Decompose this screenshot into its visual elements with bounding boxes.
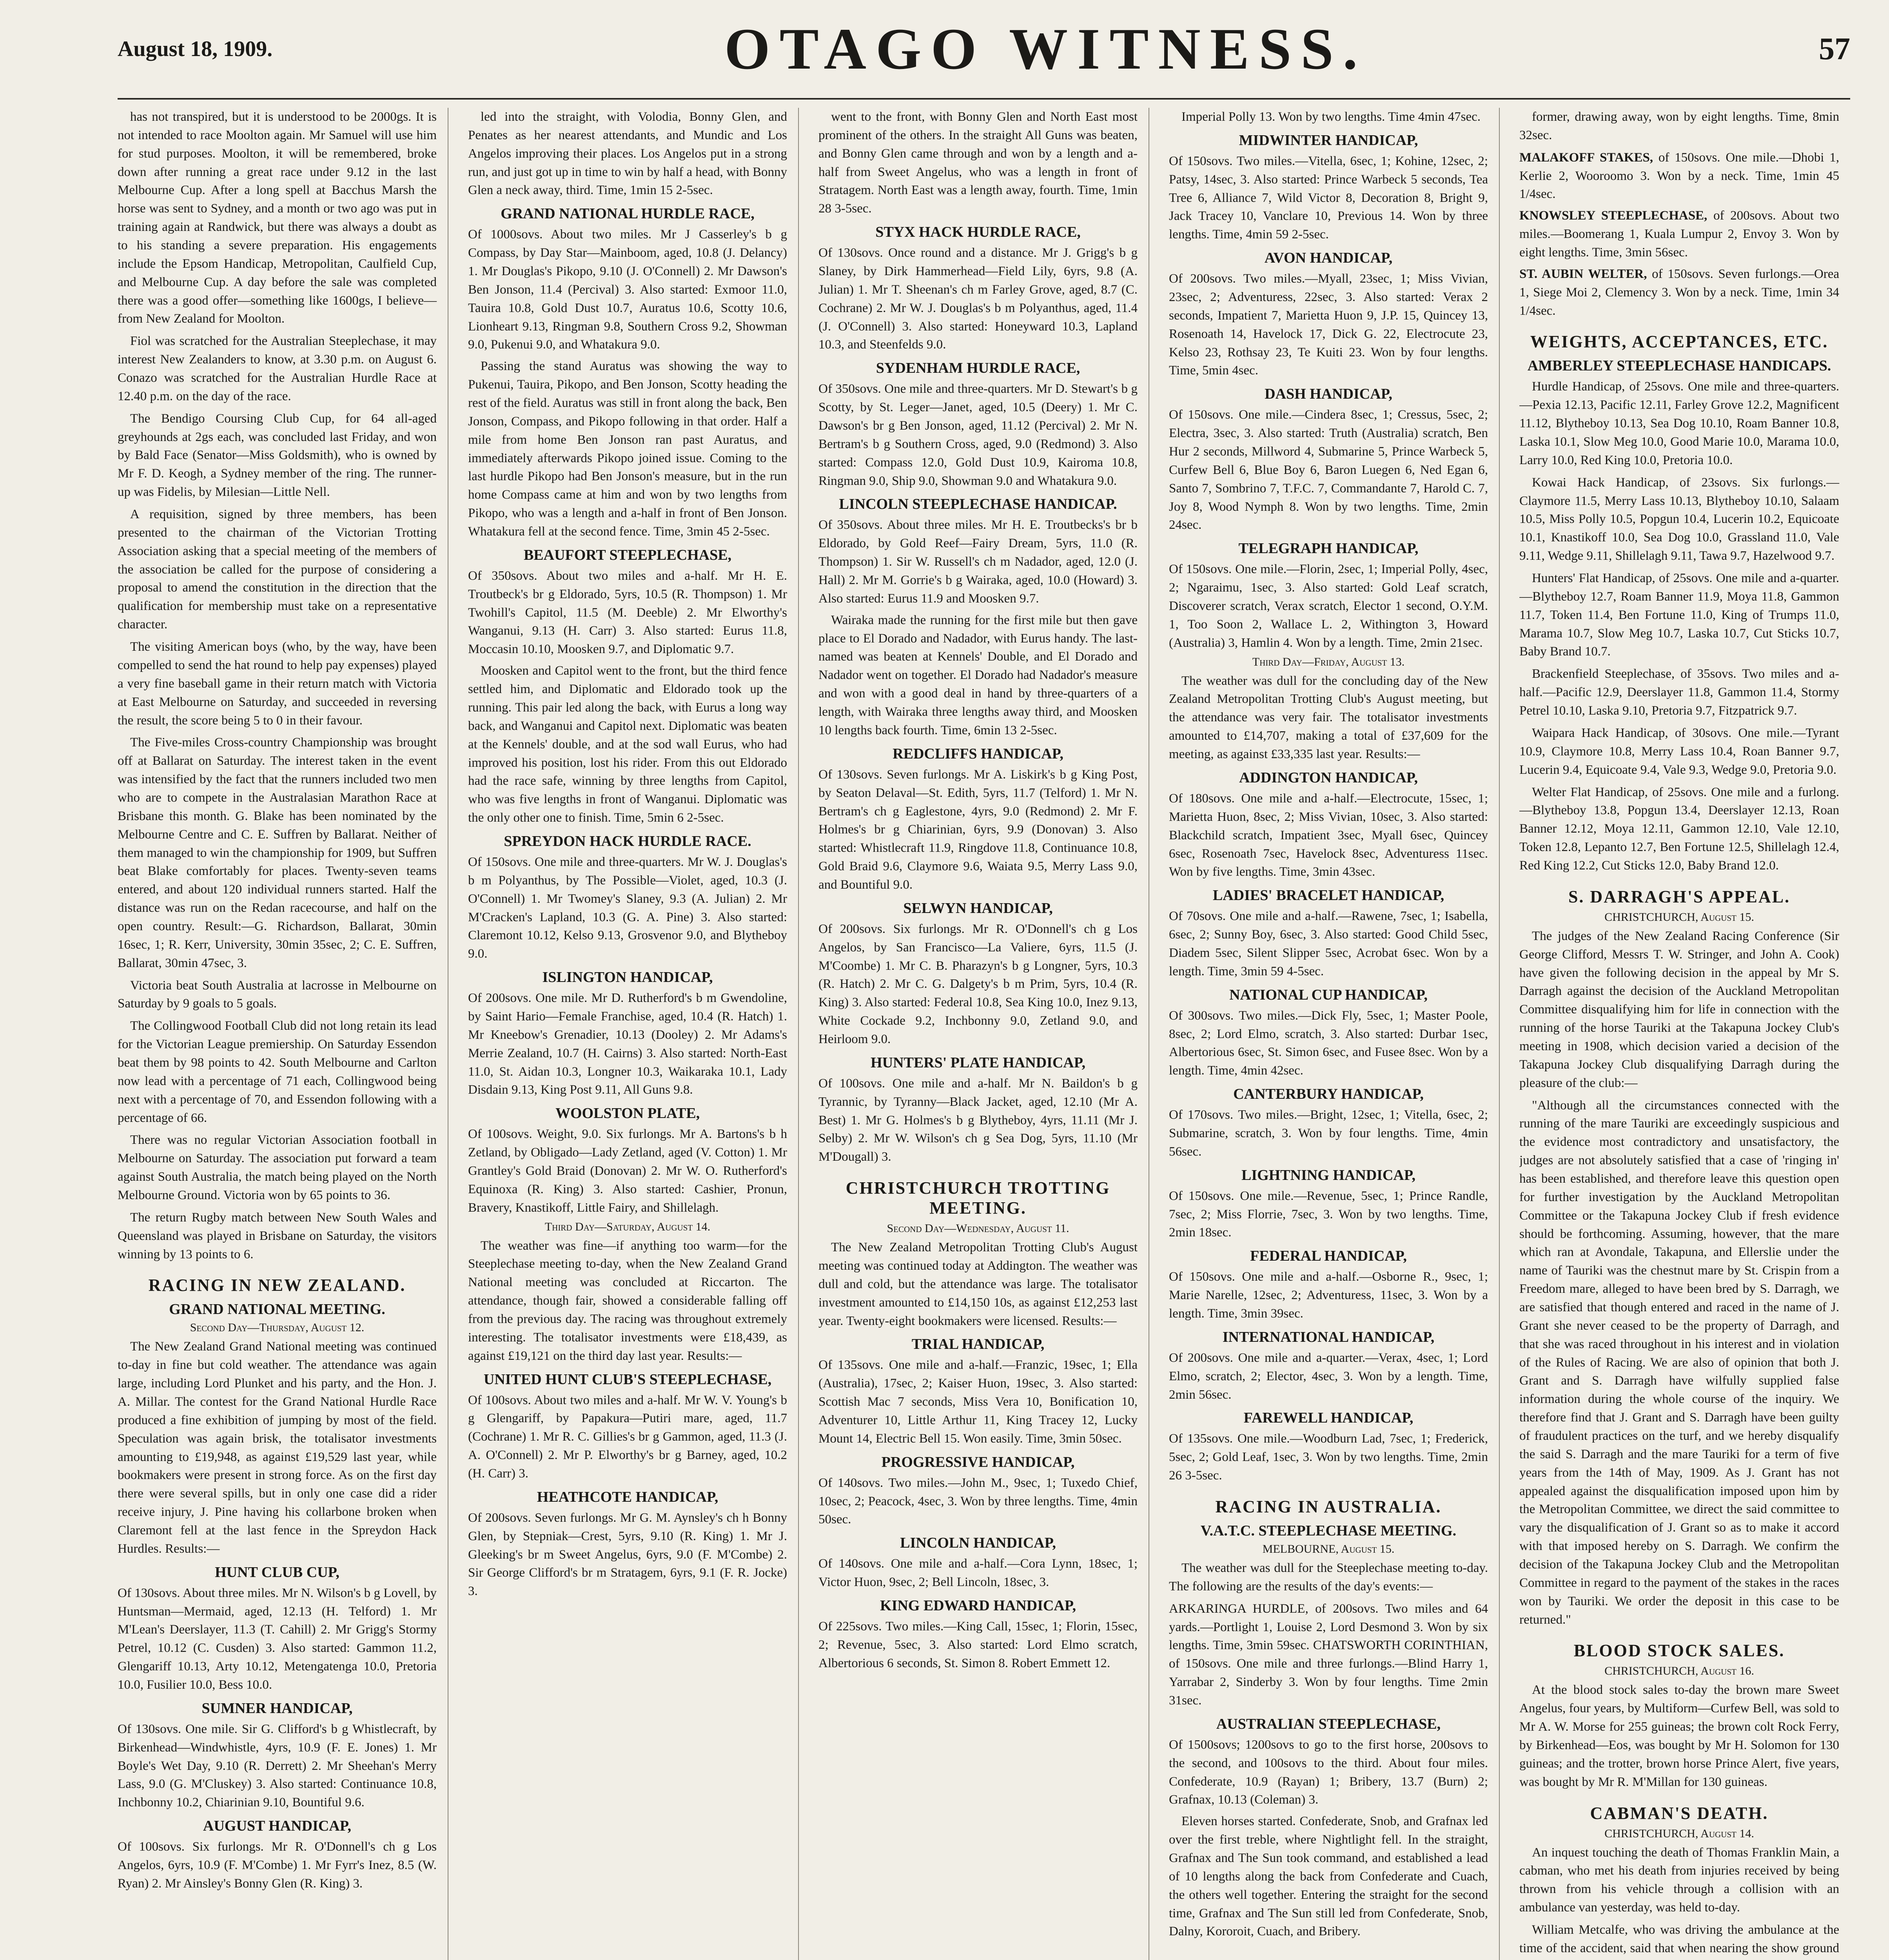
event-heading: AVON HANDICAP, (1264, 250, 1393, 267)
race-result (1169, 1349, 1488, 1404)
article-paragraph: Welter Flat Handicap, of 25sovs. One mile and a furlong.—Blytheboy 13.8, Popgun 13.4, Deerslayer 12.13, Roan Banner 12.12, Moya 12.11, Gammon 12.10, Vale 12.10, Token 12.8, Lepanto 12.7, Ben Fortune 12.5, Shillelagh 12.4, Red King 12.2, Cut Sticks 12.0, Baby Brand 12.0. (1519, 785, 1839, 873)
result-text: Of 150sovs. One mile.—Cindera 8sec, 1; Cressus, 5sec, 2; Electra, 3sec, 3. Also started: Truth (Australia) scratch, Ben Hur 2 seconds, Millword 4, Submarine 5, Prince Warbeck 5, Curfew Bell 6, Blue Boy 6, Baron Luegen 6, Ned Egan 6, Santo 7, Sombrino 7, T.F.C. 7, Commandante 7, Harold C. 7, Joy 8, Wood Nymph 8. Won by two lengths. Time, 2min 24sec. (1169, 408, 1488, 532)
page-number: 57 (1819, 31, 1850, 66)
article-paragraph: The weather was fine—if anything too warm—for the Steeplechase meeting to-day, when the New Zealand Grand National meeting was concluded at Riccarton. The attendance, though fair, showed a considerable falling off from the previous day. The racing was throughout extremely interesting. The totalisator investments were £18,439, as against £19,121 on the third day last year. Results:— (468, 1238, 787, 1363)
result-text: Of 200sovs. Seven furlongs. Mr G. M. Aynsley's ch h Bonny Glen, by Stepniak—Crest, 5yrs, 9.10 (R. King) 1. Mr J. Gleeking's br m Sweet Angelus, 6yrs, 9.0 (F. M'Combe) 2. Sir George Clifford's br m Stratagem, 6yrs, 9.1 (F. R. Jocke) 3. (468, 1510, 787, 1599)
race-result (468, 567, 787, 659)
result-text: Of 200sovs. Two miles.—Myall, 23sec, 1; Miss Vivian, 23sec, 2; Adventuress, 22sec, 3. Also started: Verax 2 seconds, Impatient 7, Marietta Huon 9, J.P. 15, Quincey 13, Rosenoath 14, Havelock 17, Dick G. 22, Electrocute 23, Kelso 23, Rothsay 23, Te Kuiti 23. Won by four lengths. Time, 5min 4sec. (1169, 272, 1488, 378)
race-result (1169, 789, 1488, 881)
result-text: Of 350sovs. About two miles and a-half. Mr H. E. Troutbeck's br g Eldorado, 5yrs, 10.5 (R. Thompson) 1. Mr Twohill's Capitol, 11.5 (M. Deeble) 2. Mr Elworthy's Wanganui, 9.13 (H. Carr) 3. Also started: Eurus 11.8, Moccasin 10.10, Moosken 9.7, and Diplomatic 9.7. (468, 568, 787, 657)
race-result (1169, 270, 1488, 380)
race-result (118, 1838, 437, 1893)
event-heading: V.A.T.C. STEEPLECHASE MEETING. (1200, 1522, 1457, 1539)
race-result (818, 1474, 1138, 1529)
article-paragraph: The New Zealand Metropolitan Trotting Club's August meeting was continued today at Addington. The weather was dull and cold, but the attendance was large. The totalisator investment amounted to £14,150 10s, as against £12,253 last year. Twenty-eight bookmakers were licensed. Results:— (818, 1240, 1138, 1328)
article-paragraph: Kowai Hack Handicap, of 23sovs. Six furlongs.—Claymore 11.5, Merry Lass 10.13, Blytheboy 10.10, Salaam 10.5, Miss Polly 10.5, Popgun 10.4, Lucerin 10.2, Equicoate 10.1, Knastikoff 10.0, Sea Dog 10.0, Grassland 11.0, Vale 9.11, Wedge 9.11, Shillelagh 9.11, Tawa 9.7, Hazelwood 9.7. (1519, 475, 1839, 563)
result-text: ARKARINGA HURDLE, of 200sovs. Two miles and 64 yards.—Portlight 1, Louise 2, Lord Desmond 3. Won by six lengths. Time, 3min 59sec. CHATSWORTH CORINTHIAN, of 150sovs. One mile and three furlongs.—Blind Harry 1, Yarrabar 2, Sinderby 3. Won by four lengths. Time 2min 31sec. (1169, 1601, 1488, 1708)
article-paragraph: The Collingwood Football Club did not long retain its lead for the Victorian League premiership. On Saturday Essendon beat them by 98 points to 42. South Melbourne and Carlton now lead with a percentage of 71 each, Collingwood being next with a percentage of 70, and Essendon following with a percentage of 66. (118, 1019, 437, 1125)
race-result (1519, 149, 1839, 204)
event-heading: BEAUFORT STEEPLECHASE, (523, 546, 732, 563)
result-text: Of 300sovs. Two miles.—Dick Fly, 5sec, 1; Master Poole, 8sec, 2; Lord Elmo, scratch, 3. Also started: Durbar 1sec, Albertorious 6sec, St. Simon 6sec, and Fusee 8sec. Won by a length. Time, 4min 42sec. (1169, 1008, 1488, 1078)
columns (118, 108, 1850, 1960)
result-text: Of 200sovs. One mile and a-quarter.—Verax, 4sec, 1; Lord Elmo, scratch, 2; Elector, 4sec, 3. Won by a length. Time, 2min 56sec. (1169, 1350, 1488, 1402)
result-text: Of 150sovs. One mile.—Revenue, 5sec, 1; Prince Randle, 7sec, 2; Miss Florrie, 7sec, 3. Won by two lengths. Time, 2min 18sec. (1169, 1189, 1488, 1240)
event-heading: ISLINGTON HANDICAP, (542, 969, 713, 986)
race-result (1519, 207, 1839, 262)
event-title: KNOWSLEY STEEPLECHASE, (1519, 209, 1708, 223)
article-paragraph: There was no regular Victorian Association football in Melbourne on Saturday. The association put forward a team against South Australia, the match being played on the North Melbourne Ground. Victoria won by 65 points to 36. (118, 1133, 437, 1202)
result-text: Of 1500sovs; 1200sovs to go to the first horse, 200sovs to the second, and 100sovs to the third. About four miles. Confederate, 10.9 (Rayan) 1; Bribery, 13.7 (Burn) 2; Grafnax, 10.13 (Coleman) 3. (1169, 1737, 1488, 1807)
dateline: CHRISTCHURCH, August 16. (1604, 1664, 1754, 1678)
issue-date: August 18, 1909. (118, 37, 273, 61)
race-result (818, 244, 1138, 354)
section-heading: CABMAN'S DEATH. (1590, 1803, 1769, 1823)
event-heading: FEDERAL HANDICAP, (1250, 1248, 1407, 1265)
newspaper-title: OTAGO WITNESS. (724, 16, 1367, 82)
event-heading: AUGUST HANDICAP, (203, 1818, 351, 1835)
race-result (1169, 1007, 1488, 1080)
race-result (1519, 265, 1839, 320)
race-result (1169, 907, 1488, 980)
event-heading: CANTERBURY HANDICAP, (1233, 1086, 1424, 1103)
result-text: Of 350sovs. About three miles. Mr H. E. Troutbecks's br b Eldorado, by Gold Reef—Fairy Dream, 5yrs, 11.0 (R. Thompson) 1. Sir W. Russell's ch m Nadador, aged, 12.0 (J. Hall) 2. Mr M. Gorrie's b g Wairaka, aged, 10.0 (Howard) 3. Also started: Eurus 11.9 and Moosken 9.7. (818, 518, 1138, 606)
race-result (818, 1356, 1138, 1448)
result-text: Of 150sovs. Two miles.—Vitella, 6sec, 1; Kohine, 12sec, 2; Patsy, 14sec, 3. Also started: Prince Warbeck 5 seconds, Tea Tree 6, Alliance 7, Wild Victor 8, Decoration 8, Bright 9, Jack Tracey 10, Vanclare 10, Previous 14. Won by three lengths. Time, 4min 59 2-5sec. (1169, 154, 1488, 242)
dateline: Third Day—Saturday, August 14. (544, 1220, 711, 1233)
race-result (468, 225, 787, 354)
article-paragraph: Moosken and Capitol went to the front, but the third fence settled him, and Diplomatic and Eldorado took up the running. This pair led along the back, with Eurus a long way back, and Wanganui and Capitol next. Diplomatic was beaten at the Kennels' double, and at the sod wall Eurus, who had improved his position, lost his rider. From this out Eldorado had the race safe, winning by three lengths from Capitol, who was five lengths in front of Wanganui. Diplomatic was the only other one to finish. Time, 5min 6 2-5sec. (468, 664, 787, 825)
event-heading: SPREYDON HACK HURDLE RACE. (504, 833, 751, 849)
race-result (468, 1125, 787, 1217)
dateline: Third Day—Friday, August 13. (1252, 655, 1405, 668)
result-text: Of 130sovs. One mile. Sir G. Clifford's b g Whistlecraft, by Birkenhead—Windwhistle, 4yrs, 10.9 (F. E. Jones) 1. Mr Boyle's Wet Day, 9.10 (R. Derrett) 2. Mr Sheehan's Merry Lass, 9.0 (G. M'Cluskey) 3. Also started: Continuance 10.8, Inchbonny 10.2, Chiarinian 9.10, Bountiful 9.6. (118, 1722, 437, 1810)
result-text: Of 135sovs. One mile and a-half.—Franzic, 19sec, 1; Ella (Australia), 17sec, 2; Kaiser Huon, 19sec, 3. Also started: Scottish Mac 7 seconds, Miss Vera 10, Bonification 10, Adventurer 10, Little Arthur 11, King Tracey 12, Lucky Mount 14, Electric Bell 15. Won easily. Time, 3min 50sec. (818, 1358, 1138, 1446)
result-text: Of 200sovs. Six furlongs. Mr R. O'Donnell's ch g Los Angelos, by San Francisco—La Valiere, 6yrs, 11.5 (J. M'Coombe) 1. Mr C. B. Pharazyn's b g Longner, 5yrs, 10.3 (R. Hatch) 2. Mr C. G. Dalgety's b m Prim, 5yrs, 10.4 (R. King) 3. Also started: Federal 10.8, Sea King 10.0, Inez 9.13, White Cockade 9.2, Inchbonny 9.0, Zetland 9.0, and Heirloom 9.0. (818, 922, 1138, 1046)
article-paragraph: The weather was dull for the Steeplechase meeting to-day. The following are the results of the day's events:— (1169, 1561, 1488, 1593)
result-text: Of 170sovs. Two miles.—Bright, 12sec, 1; Vitella, 6sec, 2; Submarine, scratch, 3. Won by four lengths. Time, 4min 56sec. (1169, 1108, 1488, 1159)
event-title: ST. AUBIN WELTER, (1519, 267, 1647, 281)
result-text: Of 1000sovs. About two miles. Mr J Casserley's b g Compass, by Day Star—Mainboom, aged, 10.8 (J. Delancy) 1. Mr Douglas's Pikopo, 9.10 (J. O'Connell) 2. Mr Dawson's Ben Jonson, 11.4 (Percival) 3. Also started: Exmoor 11.0, Tauira 10.8, Gold Dust 10.7, Auratus 10.6, Scotty 10.6, Lionheart 9.13, Ringman 9.8, Southern Cross 9.2, Showman 9.0, Pukenui 9.0, and Whatakura 9.0. (468, 227, 787, 352)
event-heading: HEATHCOTE HANDICAP, (537, 1488, 719, 1505)
event-heading: ADDINGTON HANDICAP, (1239, 769, 1418, 786)
article-paragraph: Waipara Hack Handicap, of 30sovs. One mile.—Tyrant 10.9, Claymore 10.8, Merry Lass 10.4, Roan Banner 9.7, Lucerin 9.4, Equicoate 9.4, Vale 9.3, Wedge 9.0, Pretoria 9.0. (1519, 726, 1839, 777)
result-text: Of 140sovs. One mile and a-half.—Cora Lynn, 18sec, 1; Victor Huon, 9sec, 2; Bell Lincoln, 18sec, 3. (818, 1557, 1138, 1590)
event-heading: UNITED HUNT CLUB'S STEEPLECHASE, (483, 1371, 772, 1388)
race-result (468, 989, 787, 1099)
result-text: Of 100sovs. One mile and a-half. Mr N. Baildon's b g Tyrannic, by Tyranny—Black Jacket, aged, 12.10 (Mr A. Best) 1. Mr G. Holmes's b g Blytheboy, 4yrs, 11.11 (Mr J. Selby) 2. Mr W. Wilson's ch g Sea Dog, 5yrs, 11.10 (Mr M'Dougall) 3. (818, 1076, 1138, 1164)
result-text: Of 140sovs. Two miles.—John M., 9sec, 1; Tuxedo Chief, 10sec, 2; Peacock, 4sec, 3. Won by three lengths. Time, 4min 50sec. (818, 1475, 1138, 1527)
result-text: Of 150sovs. One mile.—Florin, 2sec, 1; Imperial Polly, 4sec, 2; Ngaraimu, 1sec, 3. Also started: Gold Leaf scratch, Discoverer scratch, Verax scratch, Elector 1 second, O.Y.M. 1, Too Soon 2, Wallace L. 2, Withington 3, Howard (Australia) 3, Hamlin 4. Won by a length. Time, 2min 21sec. (1169, 562, 1488, 650)
event-heading: LINCOLN HANDICAP, (900, 1535, 1056, 1552)
dateline: Second Day—Thursday, August 12. (190, 1321, 365, 1334)
section-heading: RACING IN NEW ZEALAND. (148, 1276, 406, 1295)
article-paragraph: Wairaka made the running for the first mile but then gave place to El Dorado and Nadador, with Eurus handy. The last-named was beaten at Kennels' Double, and El Dorado and Nadador went on together. El Dorado had Nadador's measure and won with a good deal in hand by three-quarters of a length, with Wairaka three lengths away third, and Moosken 10 lengths back fourth. Time, 6min 13 2-5sec. (818, 613, 1138, 737)
column-2 (468, 108, 799, 1960)
result-text: Of 225sovs. Two miles.—King Call, 15sec, 1; Florin, 15sec, 2; Revenue, 5sec, 3. Also started: Lord Elmo scratch, Albertorious 6 seconds, St. Simon 8. Robert Emmett 12. (818, 1619, 1138, 1670)
section-heading: CHRISTCHURCH TROTTING MEETING. (846, 1178, 1111, 1218)
event-heading: REDCLIFFS HANDICAP, (893, 745, 1063, 762)
article-paragraph: former, drawing away, won by eight lengths. Time, 8min 32sec. (1519, 110, 1839, 142)
race-result (818, 516, 1138, 608)
race-result (818, 380, 1138, 490)
article-paragraph: Imperial Polly 13. Won by two lengths. Time 4min 47sec. (1181, 110, 1481, 124)
event-title: MALAKOFF STAKES, (1519, 150, 1653, 165)
event-heading: SUMNER HANDICAP, (201, 1700, 353, 1717)
event-heading: GRAND NATIONAL MEETING. (169, 1301, 385, 1318)
event-heading: LINCOLN STEEPLECHASE HANDICAP. (839, 496, 1117, 513)
event-heading: TELEGRAPH HANDICAP, (1238, 540, 1419, 557)
article-paragraph: went to the front, with Bonny Glen and North East most prominent of the others. In the straight All Guns was beaten, and Bonny Glen came through and won by a length and a-half from Sweet Angelus, who was a length in front of Stratagem. North East was a length away, fourth. Time, 1min 28 3-5sec. (818, 110, 1138, 216)
event-heading: NATIONAL CUP HANDICAP, (1229, 986, 1428, 1003)
race-result (118, 1720, 437, 1812)
article-paragraph: Fiol was scratched for the Australian Steeplechase, it may interest New Zealanders to know, at 3.30 p.m. on August 6. Conazo was scratched for the Australian Hurdle Race at 12.40 p.m. on the day of the race. (118, 334, 437, 403)
race-result (468, 1391, 787, 1483)
event-heading: LADIES' BRACELET HANDICAP, (1212, 887, 1444, 904)
article-paragraph: The Bendigo Coursing Club Cup, for 64 all-aged greyhounds at 2gs each, was concluded last Friday, and won by Bald Face (Senator—Miss Goldsmith), who is owned by Mr F. D. Keogh, a Sydney member of the ring. The runner-up was Fidelis, by Milesian—Little Nell. (118, 411, 437, 499)
article-paragraph: Hurdle Handicap, of 25sovs. One mile and three-quarters.—Pexia 12.13, Pacific 12.11, Farley Grove 12.2, Magnificent 11.12, Blytheboy 10.13, Sea Dog 10.10, Roam Banner 10.8, Laska 10.1, Slow Meg 10.0, Good Marie 10.0, Marama 10.0, Larry 10.0, Red King 10.0, Pretoria 10.0. (1519, 379, 1839, 467)
article-paragraph: A requisition, signed by three members, has been presented to the chairman of the Victorian Trotting Association asking that a special meeting of the members of the association be called for the purpose of considering a proposal to amend the constitution in the direction that the qualification for membership must take on a representative character. (118, 507, 437, 632)
result-text: Of 100sovs. Weight, 9.0. Six furlongs. Mr A. Bartons's b h Zetland, by Obligado—Lady Zetland, aged (V. Cotton) 1. Mr Grantley's Gold Braid (Donovan) 2. Mr W. O. Rutherford's Equinoxa (R. King) 3. Also started: Cashier, Pronun, Bravery, Knastikoff, Little Fairy, and Shillelagh. (468, 1127, 787, 1215)
race-result (1169, 1430, 1488, 1485)
dateline: CHRISTCHURCH, August 15. (1604, 910, 1754, 924)
result-text: Of 150sovs. One mile and a-half.—Osborne R., 9sec, 1; Marie Narelle, 12sec, 2; Adventuress, 11sec, 3. Won by a length. Time, 3min 39sec. (1169, 1270, 1488, 1321)
event-heading: FAREWELL HANDICAP, (1243, 1410, 1414, 1426)
event-heading: SELWYN HANDICAP, (903, 900, 1053, 916)
result-text: of 150sovs. Seven furlongs.—Orea 1, Siege Moi 2, Clemency 3. Won by a neck. Time, 1min 34 1/4sec. (1519, 267, 1839, 318)
race-result (1169, 1600, 1488, 1710)
article-paragraph: The judges of the New Zealand Racing Conference (Sir George Clifford, Messrs T. W. Stringer, and John A. Cook) have given the following decision in the appeal by Mr S. Darragh against the decision of the Auckland Metropolitan Committee disqualifying him for life in connection with the running of the horse Tauriki at the Takapuna Jockey Club's meeting in 1908, which decision varied a decision of the Takapuna Jockey Club disqualifying Darragh during the pleasure of the club:— (1519, 929, 1839, 1090)
event-heading: PROGRESSIVE HANDICAP, (881, 1454, 1075, 1470)
column-4 (1169, 108, 1500, 1960)
race-result (468, 853, 787, 963)
column-5 (1519, 108, 1850, 1960)
section-heading: RACING IN AUSTRALIA. (1215, 1497, 1442, 1516)
race-result (818, 1617, 1138, 1673)
dateline: Second Day—Wednesday, August 11. (887, 1222, 1069, 1235)
race-result (818, 1074, 1138, 1166)
race-result (1169, 1268, 1488, 1323)
article-paragraph: led into the straight, with Volodia, Bonny Glen, and Penates as her nearest attendants, and Mundic and Los Angelos improving their places. Los Angelos put in a strong run, and just got up in time to win by half a head, with Bonny Glen a neck away, third. Time, 1min 15 2-5sec. (468, 110, 787, 198)
article-paragraph: The weather was dull for the concluding day of the New Zealand Metropolitan Trotting Club's August meeting, but the attendance was very fair. The totalisator investments amounted to £14,707, making a total of £37,609 for the meeting, as against £33,335 last year. Results:— (1169, 673, 1488, 762)
result-text: Of 130sovs. About three miles. Mr N. Wilson's b g Lovell, by Huntsman—Mermaid, aged, 12.13 (H. Telford) 1. Mr M'Lean's Deerslayer, 11.3 (T. Cahill) 2. Mr Grigg's Stormy Petrel, 10.12 (C. Cusden) 3. Also started: Gammon 11.2, Glengariff 10.13, Arty 10.12, Metengatenga 10.0, Pretoria 10.0, Fusilier 10.0, Bess 10.0. (118, 1586, 437, 1692)
event-heading: SYDENHAM HURDLE RACE, (876, 360, 1080, 377)
result-text: Of 135sovs. One mile.—Woodburn Lad, 7sec, 1; Frederick, 5sec, 2; Gold Leaf, 1sec, 3. Won by two lengths. Time, 2min 26 3-5sec. (1169, 1432, 1488, 1483)
race-result (118, 1584, 437, 1694)
result-text: Of 200sovs. One mile. Mr D. Rutherford's b m Gwendoline, by Saint Hario—Female Franchise, aged, 10.4 (R. Hatch) 1. Mr Kneebow's Grenadier, 10.13 (Dooley) 2. Mr Adams's Merrie Zealand, 10.7 (H. Cairns) 3. Also started: North-East 11.0, St. Aidan 10.3, Longner 10.3, Waikaraka 10.1, Lady Disdain 9.13, King Post 9.11, All Guns 9.8. (468, 991, 787, 1097)
result-text: of 150sovs. One mile.—Dhobi 1, Kerlie 2, Wooroomo 3. Won by a neck. Time, 1min 45 1/4sec. (1519, 150, 1839, 201)
section-heading: WEIGHTS, ACCEPTANCES, ETC. (1530, 332, 1829, 352)
event-heading: LIGHTNING HANDICAP, (1241, 1167, 1416, 1183)
article-paragraph: An inquest touching the death of Thomas Franklin Main, a cabman, who met his death from injuries received by being thrown from his vehicle through a collision with an ambulance van yesterday, was held to-day. (1519, 1845, 1839, 1915)
article-paragraph: Hunters' Flat Handicap, of 25sovs. One mile and a-quarter.—Blytheboy 12.7, Roam Banner 11.9, Moya 11.8, Gammon 11.7, Token 11.4, Ben Fortune 11.0, King of Trumps 11.0, Marama 10.7, Slow Meg 10.7, Laska 10.7, Cut Sticks 10.7, Baby Brand 10.7. (1519, 571, 1839, 659)
article-paragraph: The visiting American boys (who, by the way, have been compelled to send the hat round to help pay expenses) played a very fine baseball game in their return match with Victoria at East Melbourne on Saturday, and succeeded in reversing the result, the score being 5 to 0 in their favour. (118, 640, 437, 728)
dateline: MELBOURNE, August 15. (1262, 1542, 1395, 1555)
column-3 (818, 108, 1149, 1960)
event-heading: HUNTERS' PLATE HANDICAP, (871, 1054, 1085, 1071)
event-heading: MIDWINTER HANDICAP, (1239, 132, 1418, 149)
result-text: Of 70sovs. One mile and a-half.—Rawene, 7sec, 1; Isabella, 6sec, 2; Sunny Boy, 6sec, 3. Also started: Good Child 5sec, Diadem 5sec, Silent Slipper 5sec, Acrobat 6sec. Won by a length. Time, 3min 59 4-5sec. (1169, 909, 1488, 978)
event-heading: KING EDWARD HANDICAP, (880, 1597, 1076, 1614)
race-result (818, 920, 1138, 1049)
event-heading: HUNT CLUB CUP, (215, 1564, 339, 1581)
section-heading: BLOOD STOCK SALES. (1573, 1641, 1785, 1661)
article-paragraph: The return Rugby match between New South Wales and Queensland was played in Brisbane on Saturday, the visitors winning by 13 points to 6. (118, 1210, 437, 1261)
column-1 (118, 108, 448, 1960)
event-heading: GRAND NATIONAL HURDLE RACE, (501, 205, 755, 222)
event-heading: STYX HACK HURDLE RACE, (875, 224, 1081, 241)
result-text: of 200sovs. About two miles.—Boomerang 1, Kuala Lumpur 2, Envoy 3. Won by eight lengths. Time, 3min 56sec. (1519, 209, 1839, 260)
article-paragraph: The Five-miles Cross-country Championship was brought off at Ballarat on Saturday. The interest taken in the event was intensified by the fact that the runners included two men who are to compete in the Australasian Marathon Race at Brisbane this month. G. Blake has been nominated by the Melbourne Centre and C. E. Suffren by Ballarat. Neither of them managed to win the championship for 1909, but Suffren beat Blake comfortably for places. Twenty-seven teams entered, and about 120 individual runners started. Half the distance was run on the Redan racecourse, and half on the open country. Result:—G. Richardson, Ballarat, 30min 16sec, 1; R. Kerr, University, 30min 35sec, 2; C. E. Suffren, Ballarat, 30min 47sec, 3. (118, 735, 437, 970)
result-text: Of 180sovs. One mile and a-half.—Electrocute, 15sec, 1; Marietta Huon, 8sec, 2; Miss Vivian, 10sec, 3. Also started: Blackchild scratch, Impatient 3sec, Myall 6sec, Quincey 6sec, Rosenoath 7sec, Havelock 8sec, Adventuress 11sec. Won by five lengths. Time, 3min 43sec. (1169, 791, 1488, 879)
race-result (1169, 560, 1488, 652)
race-result (1169, 1187, 1488, 1242)
race-result (818, 766, 1138, 894)
article-paragraph: At the blood stock sales to-day the brown mare Sweet Angelus, four years, by Multiform—Curfew Bell, was sold to Mr A. W. Morse for 255 guineas; the brown colt Rock Ferry, by Birkenhead—Eos, was bought by Mr H. Solomon for 130 guineas; and the trotter, brown horse Prince Alert, five years, was bought by Mr R. M'Millan for 130 guineas. (1519, 1683, 1839, 1789)
article-paragraph: William Metcalfe, who was driving the ambulance at the time of the accident, said that when nearing the show ground (1519, 1923, 1839, 1955)
event-heading: WOOLSTON PLATE, (555, 1105, 700, 1122)
result-text: Of 130sovs. Seven furlongs. Mr A. Liskirk's b g King Post, by Seaton Delaval—St. Edith, 5yrs, 11.7 (Telford) 1. Mr N. Bertram's ch g Eaglestone, 4yrs, 9.0 (Redmond) 2. Mr F. Holmes's br g Chiarinian, 6yrs, 9.9 (Donovan) 3. Also started: Whistlecraft 11.9, Ringdove 11.8, Continuance 10.8, Gold Braid 9.6, Claymore 9.6, Waiata 9.5, Merry Lass 9.0, and Bountiful 9.0. (818, 767, 1138, 892)
result-text: Of 100sovs. About two miles and a-half. Mr W. V. Young's b g Glengariff, by Papakura—Putiri mare, aged, 11.7 (Cochrane) 1. Mr R. C. Gillies's br g Gammon, aged, 11.3 (J. A. O'Connell) 2. Mr P. Elworthy's br g Barney, aged, 10.2 (H. Carr) 3. (468, 1393, 787, 1481)
result-text: Of 350sovs. One mile and three-quarters. Mr D. Stewart's b g Scotty, by St. Leger—Janet, aged, 10.5 (Deery) 1. Mr C. Dawson's br g Ben Jonson, aged, 11.12 (Percival) 2. Mr N. Bertram's b g Southern Cross, aged, 9.0 (Redmond) 3. Also started: Compass 12.0, Gold Dust 10.9, Kairoma 10.8, Ringman 9.0, Ship 9.0, Showman 9.0 and Whatakura 9.0. (818, 382, 1138, 488)
race-result (468, 1509, 787, 1601)
article-paragraph: Brackenfield Steeplechase, of 35sovs. Two miles and a-half.—Pacific 12.9, Deerslayer 11.8, Gammon 11.4, Stormy Petrel 10.10, Laska 9.10, Pretoria 9.7, Fitzpatrick 9.7. (1519, 667, 1839, 718)
article-paragraph: The New Zealand Grand National meeting was continued to-day in fine but cold weather. The attendance was again large, including Lord Plunket and his party, and the Hon. J. A. Millar. The contest for the Grand National Hurdle Race produced a fine exhibition of jumping by most of the field. Speculation was again brisk, the totalisator investments amounting to £19,948, as against £19,529 last year, while bookmakers were present in strong force. As on the first day there were several spills, but in only one case did a rider receive injury, J. Pine having his collarbone broken when Claremont fell at the last fence in the Spreydon Hack Hurdles. Results:— (118, 1339, 437, 1556)
result-text: Of 100sovs. Six furlongs. Mr R. O'Donnell's ch g Los Angelos, 6yrs, 10.9 (F. M'Combe) 1. Mr Fyrr's Inez, 8.5 (W. Ryan) 2. Mr Ainsley's Bonny Glen (R. King) 3. (118, 1840, 437, 1891)
result-text: Of 130sovs. Once round and a distance. Mr J. Grigg's b g Slaney, by Dirk Hammerhead—Field Lily, 6yrs, 9.8 (A. Julian) 1. Mr T. Sheenan's ch m Farley Grove, aged, 8.7 (C. Cochrane) 2. Mr W. J. Douglas's b m Polyanthus, aged, 11.4 (J. O'Connell) 3. Also started: Honeyward 10.3, Lapland 10.3, and Steenfelds 9.0. (818, 246, 1138, 352)
article-paragraph: Victoria beat South Australia at lacrosse in Melbourne on Saturday by 9 goals to 5 goals. (118, 978, 437, 1011)
event-heading: AMBERLEY STEEPLECHASE HANDICAPS. (1527, 358, 1831, 374)
event-heading: INTERNATIONAL HANDICAP, (1222, 1328, 1435, 1345)
result-text: Of 150sovs. One mile and three-quarters. Mr W. J. Douglas's b m Polyanthus, by The Possible—Violet, aged, 10.3 (J. O'Connell) 1. Mr Twomey's Slaney, 9.3 (A. Julian) 2. Mr M'Cracken's Lapland, 10.3 (G. A. Pine) 3. Also started: Claremont 10.12, Kelso 9.13, Grosvenor 9.0, and Blytheboy 9.0. (468, 855, 787, 961)
event-heading: DASH HANDICAP, (1265, 386, 1392, 403)
race-result (1169, 406, 1488, 534)
article-paragraph: "Although all the circumstances connected with the running of the mare Tauriki are exceedingly suspicious and the evidence most contradictory and unsatisfactory, the judges are not absolutely satisfied that a case of 'ringing in' has been established, and therefore leave this question open for further investigation by the Auckland Metropolitan Committee or the Takapuna Jockey Club if fresh evidence should be forthcoming. Assuming, however, that the mare which ran at Avondale, Takapuna, and Ellerslie under the name of Tauriki was the chestnut mare by St. Crispin from a Freedom mare, alleged to have been bred by S. Darragh, we are satisfied that though entered and raced in the name of J. Grant she never ceased to be the property of Darragh, and that she was raced throughout in his interest and in violation of the Rules of Racing. We are also of opinion that both J. Grant and S. Darragh have wilfully supplied false information during the whole course of the inquiry. We therefore find that J. Grant and S. Darragh have been guilty of fraudulent practices on the turf, and we hereby disqualify the said S. Darragh and the mare Tauriki for a term of five years from the 14th of May, 1909. As J. Grant has not appealed against the disqualification imposed upon him by the Metropolitan Committee, we direct the said committee to vary the disqualification of J. Grant so as to make it accord with that imposed hereby on S. Darragh. We confirm the decision of the Takapuna Jockey Club and the Metropolitan Committee in regard to the payment of the stakes in the races won by Tauriki. We order the deposit in this case to be returned." (1519, 1098, 1839, 1627)
article-paragraph: Passing the stand Auratus was showing the way to Pukenui, Tauira, Pikopo, and Ben Jonson, Scotty heading the rest of the field. Auratus was still in front along the back, Ben Jonson, Compass, and Pikopo following in that order. Half a mile from home Ben Jonson ran past Auratus, and immediately afterwards Pikopo joined issue. Coming to the last hurdle Pikopo had Ben Jonson's measure, but in the run home Compass came at him and won by two lengths from Pikopo, who was a length and a-half in front of Ben Jonson. Whatakura fell at the second fence. Time, 3min 45 2-5sec. (468, 359, 787, 539)
event-heading: AUSTRALIAN STEEPLECHASE, (1216, 1715, 1441, 1732)
section-heading: S. DARRAGH'S APPEAL. (1568, 887, 1791, 906)
race-result (818, 1555, 1138, 1592)
race-result (1169, 152, 1488, 244)
event-heading: TRIAL HANDICAP, (911, 1336, 1045, 1353)
dateline: CHRISTCHURCH, August 14. (1604, 1827, 1754, 1840)
article-paragraph: Eleven horses started. Confederate, Snob, and Grafnax led over the first treble, where Nightlight fell. In the straight, Grafnax and The Sun took command, and established a lead of 10 lengths along the back from Confederate and Cuach, the others well together. Entering the straight for the second time, Grafnax and The Sun still led from Confederate, Snob, Dalny, Kororoit, Cuach, and Bribery. (1169, 1814, 1488, 1939)
article-paragraph: has not transpired, but it is understood to be 2000gs. It is not intended to race Moolton again. Mr Samuel will use him for stud purposes. Moolton, it will be remembered, broke down after running a great race under 9.12 in the last Melbourne Cup. After a long spell at Bacchus Marsh the horse was sent to Sydney, and a month or two ago was put in training again at Randwick, but there was always a doubt as to his standing a severe preparation. His engagements include the Epsom Handicap, Metropolitan, Caulfield Cup, and Melbourne Cup. A day before the sale was completed there was a good offer—something like 1600gs, I believe—from New Zealand for Moolton. (118, 110, 437, 326)
race-result (1169, 1736, 1488, 1809)
race-result (1169, 1106, 1488, 1161)
masthead (118, 0, 1850, 100)
